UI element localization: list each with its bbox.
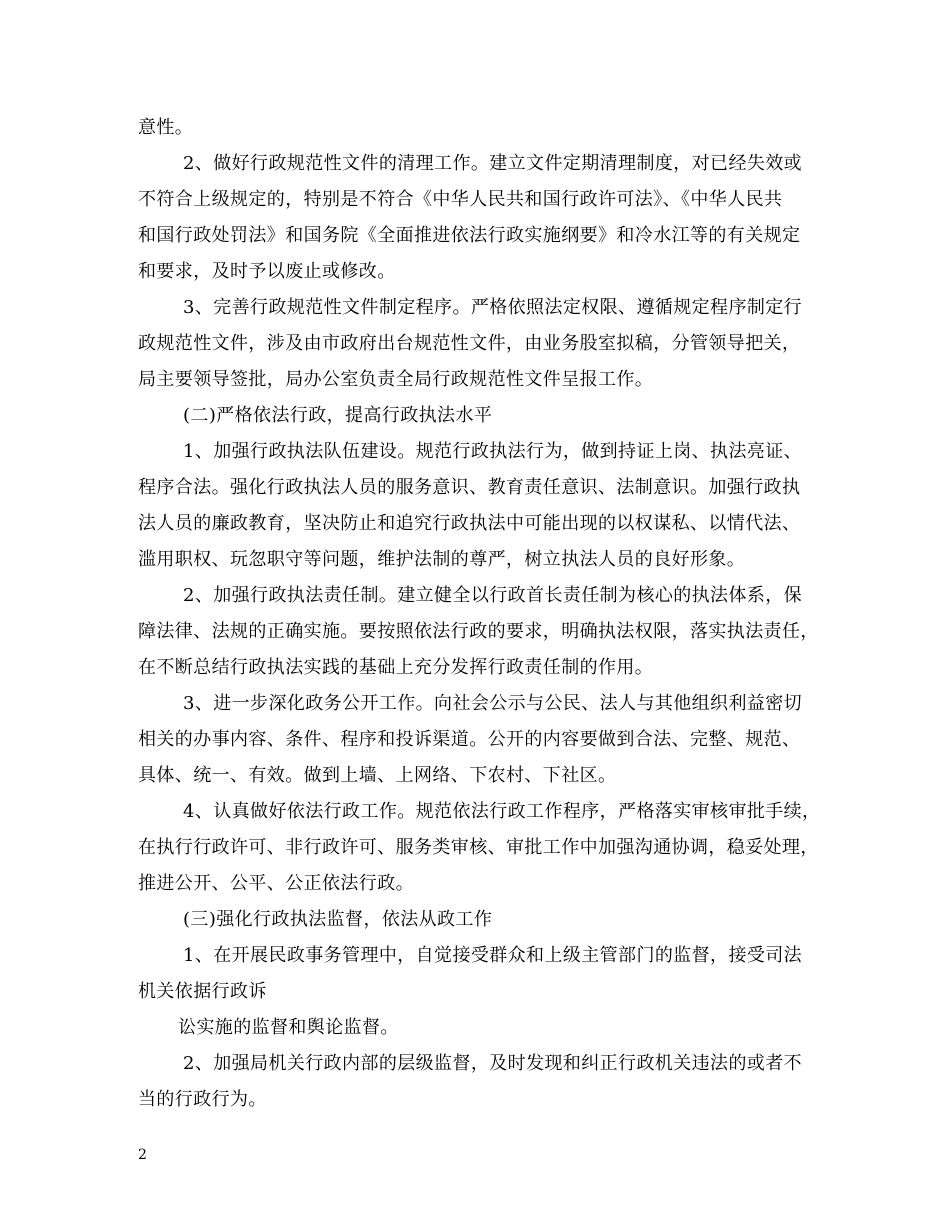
text-line: 意性。 xyxy=(138,117,194,138)
text-line: 推进公开、公平、公正依法行政。 xyxy=(138,873,414,894)
text-line: 滥用职权、玩忽职守等问题，维护法制的尊严，树立执法人员的良好形象。 xyxy=(138,549,746,570)
text-line: 讼实施的监督和舆论监督。 xyxy=(178,1017,399,1038)
text-line: 具体、统一、有效。做到上墙、上网络、下农村、下社区。 xyxy=(138,765,617,786)
paragraph-first-line: 1、加强行政执法队伍建设。规范行政执法行为，做到持证上岗、执法亮证、 xyxy=(183,441,803,462)
text-line: 在执行行政许可、非行政许可、服务类审核、审批工作中加强沟通协调，稳妥处理， xyxy=(138,837,819,858)
section-heading: (三)强化行政执法监督，依法从政工作 xyxy=(183,909,493,930)
text-line: 局主要领导签批，局办公室负责全局行政规范性文件呈报工作。 xyxy=(138,369,654,390)
paragraph-first-line: 4、认真做好依法行政工作。规范依法行政工作程序，严格落实审核审批手续， xyxy=(183,801,821,822)
section-heading: (二)严格依法行政，提高行政执法水平 xyxy=(183,405,493,426)
paragraph-first-line: 2、做好行政规范性文件的清理工作。建立文件定期清理制度，对已经失效或 xyxy=(183,153,803,174)
text-line: 和国行政处罚法》和国务院《全面推进依法行政实施纲要》和冷水江等的有关规定 xyxy=(138,225,801,246)
page-number: 2 xyxy=(138,1147,147,1163)
text-line: 机关依据行政诉 xyxy=(138,981,267,1002)
paragraph-first-line: 2、加强行政执法责任制。建立健全以行政首长责任制为核心的执法体系，保 xyxy=(183,585,803,606)
paragraph-first-line: 3、完善行政规范性文件制定程序。严格依照法定权限、遵循规定程序制定行 xyxy=(183,297,803,318)
text-line: 政规范性文件，涉及由市政府出台规范性文件，由业务股室拟稿，分管领导把关， xyxy=(138,333,801,354)
text-line: 障法律、法规的正确实施。要按照依法行政的要求，明确执法权限，落实执法责任， xyxy=(138,621,819,642)
text-line: 法人员的廉政教育，坚决防止和追究行政执法中可能出现的以权谋私、以情代法、 xyxy=(138,513,801,534)
text-line: 和要求，及时予以废止或修改。 xyxy=(138,261,396,282)
paragraph-first-line: 1、在开展民政事务管理中，自觉接受群众和上级主管部门的监督，接受司法 xyxy=(183,945,803,966)
text-line: 不符合上级规定的，特别是不符合《中华人民共和国行政许可法》、《中华人民共 xyxy=(138,189,783,210)
text-line: 在不断总结行政执法实践的基础上充分发挥行政责任制的作用。 xyxy=(138,657,654,678)
paragraph-first-line: 2、加强局机关行政内部的层级监督，及时发现和纠正行政机关违法的或者不 xyxy=(183,1053,803,1074)
text-line: 程序合法。强化行政执法人员的服务意识、教育责任意识、法制意识。加强行政执 xyxy=(138,477,801,498)
paragraph-first-line: 3、进一步深化政务公开工作。向社会公示与公民、法人与其他组织利益密切 xyxy=(183,693,803,714)
text-line: 当的行政行为。 xyxy=(138,1089,267,1110)
text-line: 相关的办事内容、条件、程序和投诉渠道。公开的内容要做到合法、完整、规范、 xyxy=(138,729,801,750)
